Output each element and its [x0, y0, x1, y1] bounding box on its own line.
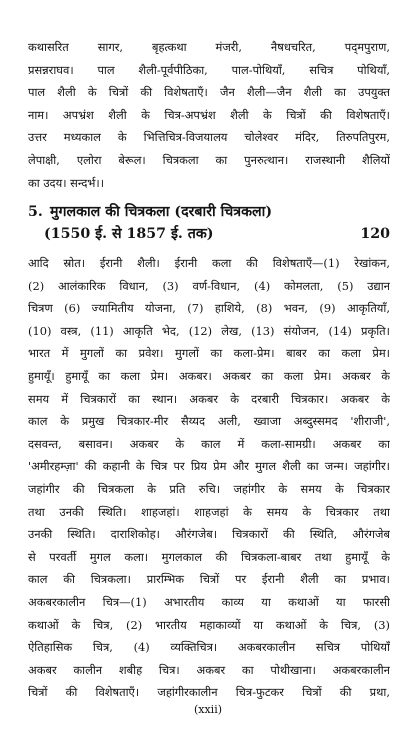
text-line: आदि स्रोत। ईरानी शैली। ईरानी कला की विशेषताएँ—(1) रेखांकन, [28, 256, 390, 270]
intro-paragraph [28, 36, 390, 194]
text-line: काल के प्रमुख चित्रकार-मीर सैय्यद अली, ख्वाजा अब्दुस्समद 'शीराजी', [28, 414, 390, 429]
text-line: पाल शैली के चित्रों की विशेषताएँ। जैन शैली—जैन शैली का उपयुक्त [28, 85, 390, 100]
text-line: प्रसन्नराघव। पाल शैली-पूर्वपीठिका, पाल-पोथियाँ, सचित्र पोथियाँ, [28, 62, 390, 77]
section-title: मुगलकाल की चित्रकला (दरबारी चित्रकला) [50, 204, 273, 220]
text-line: कथाओं के चित्र, (2) भारतीय महाकाव्यों या कथाओं के चित्र, (3) [28, 617, 390, 632]
text-line: (2) आलंकारिक विधान, (3) वर्ण-विधान, (4) कोमलता, (5) उद्यान [28, 278, 390, 293]
text-line: चित्रण (6) ज्यामितीय योजना, (7) हाशिये, (8) भवन, (9) आकृतियाँ, [28, 301, 390, 316]
text-line: का उदय। सन्दर्भ।। [28, 175, 105, 190]
page-footer-number: (xxii) [193, 703, 223, 716]
text-line: दसवन्त, बसावन। अकबर के काल में कला-सामग्री। अकबर का [28, 436, 390, 451]
text-line: समय में चित्रकारों का स्थान। अकबर के दरबारी चित्रकार। अकबर के [28, 391, 390, 406]
text-line: चित्रों की विशेषताएँ। जहांगीरकालीन चित्र-फुटकर चित्रों की प्रथा, [28, 685, 390, 700]
section-page-number: 120 [360, 226, 390, 242]
section-contents-paragraph [28, 252, 390, 704]
heading-title-row [28, 201, 390, 223]
text-line: हुमायूँ। हुमायूँ का कला प्रेम। अकबर। अकबर का कला प्रेम। अकबर के [28, 368, 390, 383]
section-dates: (1550 ई. से 1857 ई. तक) [44, 226, 214, 242]
section-number: 5. [28, 204, 43, 220]
text-line: जहांगीर की चित्रकला के प्रति रुचि। जहांगीर के समय के चित्रकार [28, 481, 390, 496]
text-line: अकबरकालीन चित्र—(1) अभारतीय काव्य या कथाओं या फारसी [28, 594, 390, 609]
text-line: तथा उनकी स्थिति। शाहजहां। शाहजहां के समय के चित्रकार तथा [28, 504, 390, 519]
text-line: ऐतिहासिक चित्र, (4) व्यक्तिचित्र। अकबरकालीन सचित्र पोथियाँ [28, 640, 390, 655]
text-line: (10) वस्त्र, (11) आकृति भेद, (12) लेख, (13) संयोजन, (14) प्रकृति। [28, 323, 390, 338]
text-line: अकबर कालीन शबीह चित्र। अकबर का पोथीखाना। अकबरकालीन [28, 662, 390, 677]
text-line: उनकी स्थिति। दाराशिकोह। औरंगजेब। चित्रकारों की स्थिति, औरंगजेब [28, 527, 390, 542]
text-line: भारत में मुगलों का प्रवेश। मुगलों का कला-प्रेम। बाबर का कला प्रेम। [28, 346, 390, 361]
text-line: कथासरित सागर, बृहत्कथा मंजरी, नैषधचरित, पद्‍मपुराण, [28, 40, 390, 54]
text-line: काल की चित्रकला। प्रारम्भिक चित्रों पर ईरानी शैली का प्रभाव। [28, 572, 390, 587]
text-line: 'अमीरहम्ज़ा' की कहानी के चित्र पर प्रिय प्रेम और मुगल शैली का जन्म। जहांगीर। [28, 459, 390, 474]
section-heading [28, 201, 390, 245]
text-line: उत्तर मध्यकाल के भित्तिचित्र-विजयालय चोलेश्वर मंदिर, तिरुपतिपुरम, [28, 130, 390, 145]
text-line: नाम। अपभ्रंश शैली के चित्र-अपभ्रंश शैली के चित्रों की विशेषताएँ। [28, 107, 390, 122]
heading-dates-row [28, 223, 390, 245]
text-line: से परवर्ती मुगल कला। मुगलकाल की चित्रकला-बाबर तथा हुमायूँ के [28, 549, 390, 564]
text-line: लेपाक्षी, एलोरा बेरूल। चित्रकला का पुनरुत्थान। राजस्थानी शैलियों [28, 152, 390, 167]
